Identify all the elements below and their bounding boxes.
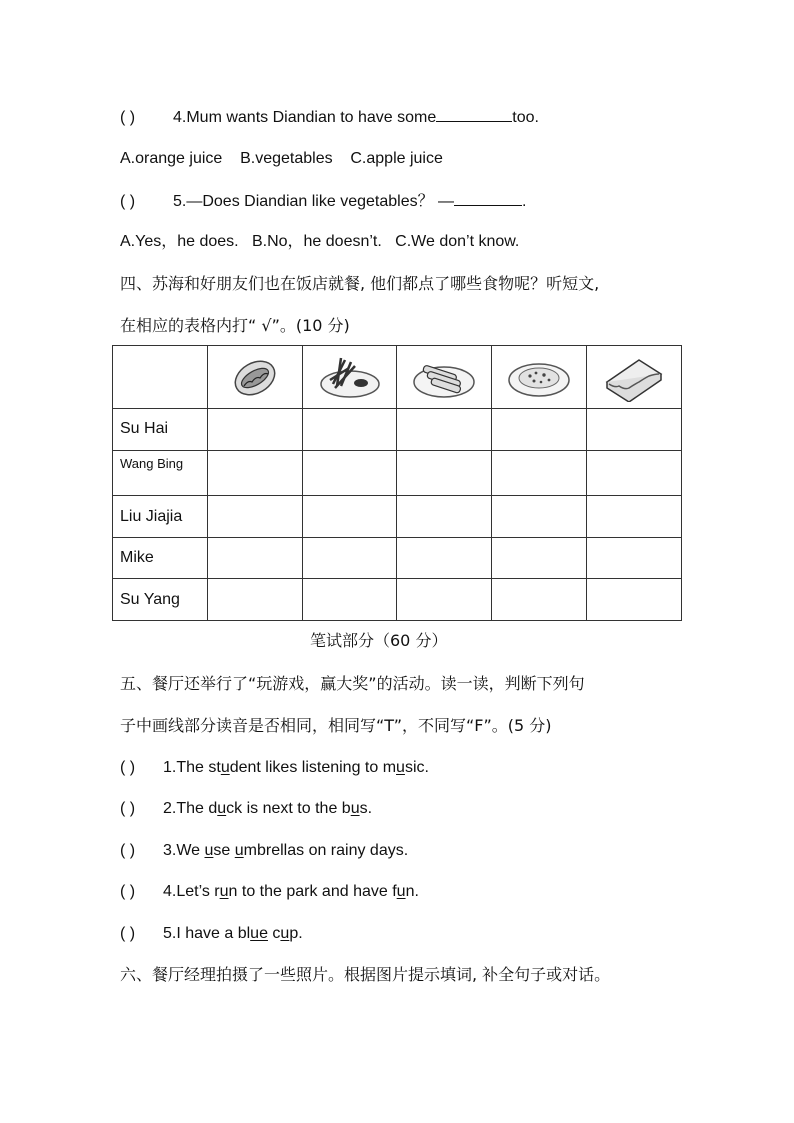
check-cell[interactable] (208, 450, 303, 496)
phonics-item (120, 924, 303, 944)
check-cell[interactable] (208, 537, 303, 579)
answer-blank[interactable] (454, 191, 522, 206)
underlined-letters: u (217, 800, 227, 817)
student-name: Su Hai (113, 409, 208, 451)
fried-rice-icon (504, 352, 574, 402)
item-text: 3.We (163, 842, 205, 859)
item-text: mbrellas on rainy days. (243, 842, 409, 859)
answer-paren[interactable]: ( ) (120, 842, 136, 859)
table-row (113, 537, 682, 579)
table-corner-cell (113, 346, 208, 409)
check-cell[interactable] (492, 409, 587, 451)
option-c: C.apple juice (350, 150, 443, 167)
item-text: se (213, 842, 235, 859)
check-cell[interactable] (303, 537, 397, 579)
table-row (113, 409, 682, 451)
question-5 (120, 191, 527, 212)
check-cell[interactable] (492, 450, 587, 496)
underlined-letters: u (396, 883, 406, 900)
item-text: n to the park and have f (228, 883, 397, 900)
answer-paren[interactable]: ( ) (120, 883, 136, 900)
phonics-item (120, 799, 372, 819)
check-cell[interactable] (397, 409, 492, 451)
option-a: A.orange juice (120, 150, 223, 167)
answer-paren[interactable]: ( ) (120, 925, 136, 942)
check-cell[interactable] (587, 450, 682, 496)
item-text: ck is next to the b (226, 800, 351, 817)
underlined-letters: u (219, 883, 229, 900)
check-cell[interactable] (397, 579, 492, 621)
option-b: B.No，he doesn’t. (251, 233, 382, 250)
answer-paren[interactable]: ( ) (120, 759, 136, 776)
check-cell[interactable] (397, 450, 492, 496)
fries-icon (315, 352, 385, 402)
check-cell[interactable] (397, 537, 492, 579)
answer-paren[interactable]: ( ) (120, 109, 136, 126)
question-suffix: . (522, 193, 527, 210)
answer-blank[interactable] (436, 107, 512, 122)
question-text: 4.Mum wants Diandian to have some (173, 109, 437, 126)
section-5-title-line1: 五、餐厅还举行了“玩游戏，赢大奖”的活动。读一读，判断下列句 (120, 674, 585, 693)
check-cell[interactable] (587, 409, 682, 451)
underlined-letters: u (234, 842, 244, 859)
option-b: B.vegetables (240, 150, 333, 167)
section-4-title-line2: 在相应的表格内打“ √”。(10 分) (120, 316, 350, 335)
underlined-letters: ue (250, 925, 268, 942)
check-cell[interactable] (208, 579, 303, 621)
answer-paren[interactable]: ( ) (120, 800, 136, 817)
item-text: sic. (404, 759, 429, 776)
item-text: p. (289, 925, 303, 942)
item-text: 4.Let’s r (163, 883, 220, 900)
option-a: A.Yes，he does. (120, 233, 239, 250)
table-row (113, 450, 682, 496)
underlined-letters: u (220, 759, 230, 776)
check-cell[interactable] (208, 409, 303, 451)
item-text: 5.I have a bl (163, 925, 251, 942)
hotdog-icon (220, 352, 290, 402)
phonics-item (120, 758, 429, 778)
underlined-letters: u (280, 925, 290, 942)
check-cell[interactable] (303, 496, 397, 538)
check-cell[interactable] (492, 579, 587, 621)
item-text: n. (405, 883, 419, 900)
check-cell[interactable] (397, 496, 492, 538)
student-name: Wang Bing (113, 450, 208, 496)
check-cell[interactable] (587, 496, 682, 538)
check-cell[interactable] (208, 496, 303, 538)
phonics-item (120, 841, 408, 861)
underlined-letters: u (396, 759, 405, 776)
written-part-title: 笔试部分（60 分） (310, 631, 448, 650)
question-text: 5.—Does Diandian like vegetables？ — (173, 193, 455, 210)
underlined-letters: u (204, 842, 214, 859)
item-text: 2.The d (163, 800, 218, 817)
question-4-options (120, 149, 443, 169)
underlined-letters: u (350, 800, 360, 817)
question-suffix: too. (512, 109, 539, 126)
food-order-table (112, 345, 682, 621)
table-row (113, 496, 682, 538)
check-cell[interactable] (303, 409, 397, 451)
student-name: Mike (113, 537, 208, 579)
check-cell[interactable] (587, 537, 682, 579)
table-header-row (113, 346, 682, 409)
check-cell[interactable] (492, 537, 587, 579)
student-name: Su Yang (113, 579, 208, 621)
item-text: dent likes listening to m (229, 759, 397, 776)
section-4-title-line1: 四、苏海和好朋友们也在饭店就餐, 他们都点了哪些食物呢？听短文, (120, 274, 600, 293)
student-name: Liu Jiajia (113, 496, 208, 538)
item-text: s. (359, 800, 373, 817)
item-text: c (267, 925, 281, 942)
check-cell[interactable] (587, 579, 682, 621)
item-text: 1.The st (163, 759, 221, 776)
table-row (113, 579, 682, 621)
check-cell[interactable] (303, 579, 397, 621)
section-6-title: 六、餐厅经理拍摄了一些照片。根据图片提示填词, 补全句子或对话。 (120, 965, 611, 984)
spring-rolls-icon (409, 352, 479, 402)
phonics-item (120, 882, 419, 902)
section-5-title-line2: 子中画线部分读音是否相同，相同写“T”，不同写“F”。(5 分) (120, 716, 552, 735)
option-c: C.We don’t know. (395, 233, 520, 250)
question-5-options (120, 232, 519, 252)
sandwich-icon (599, 352, 669, 402)
check-cell[interactable] (303, 450, 397, 496)
question-4 (120, 107, 539, 128)
answer-paren[interactable]: ( ) (120, 193, 136, 210)
check-cell[interactable] (492, 496, 587, 538)
